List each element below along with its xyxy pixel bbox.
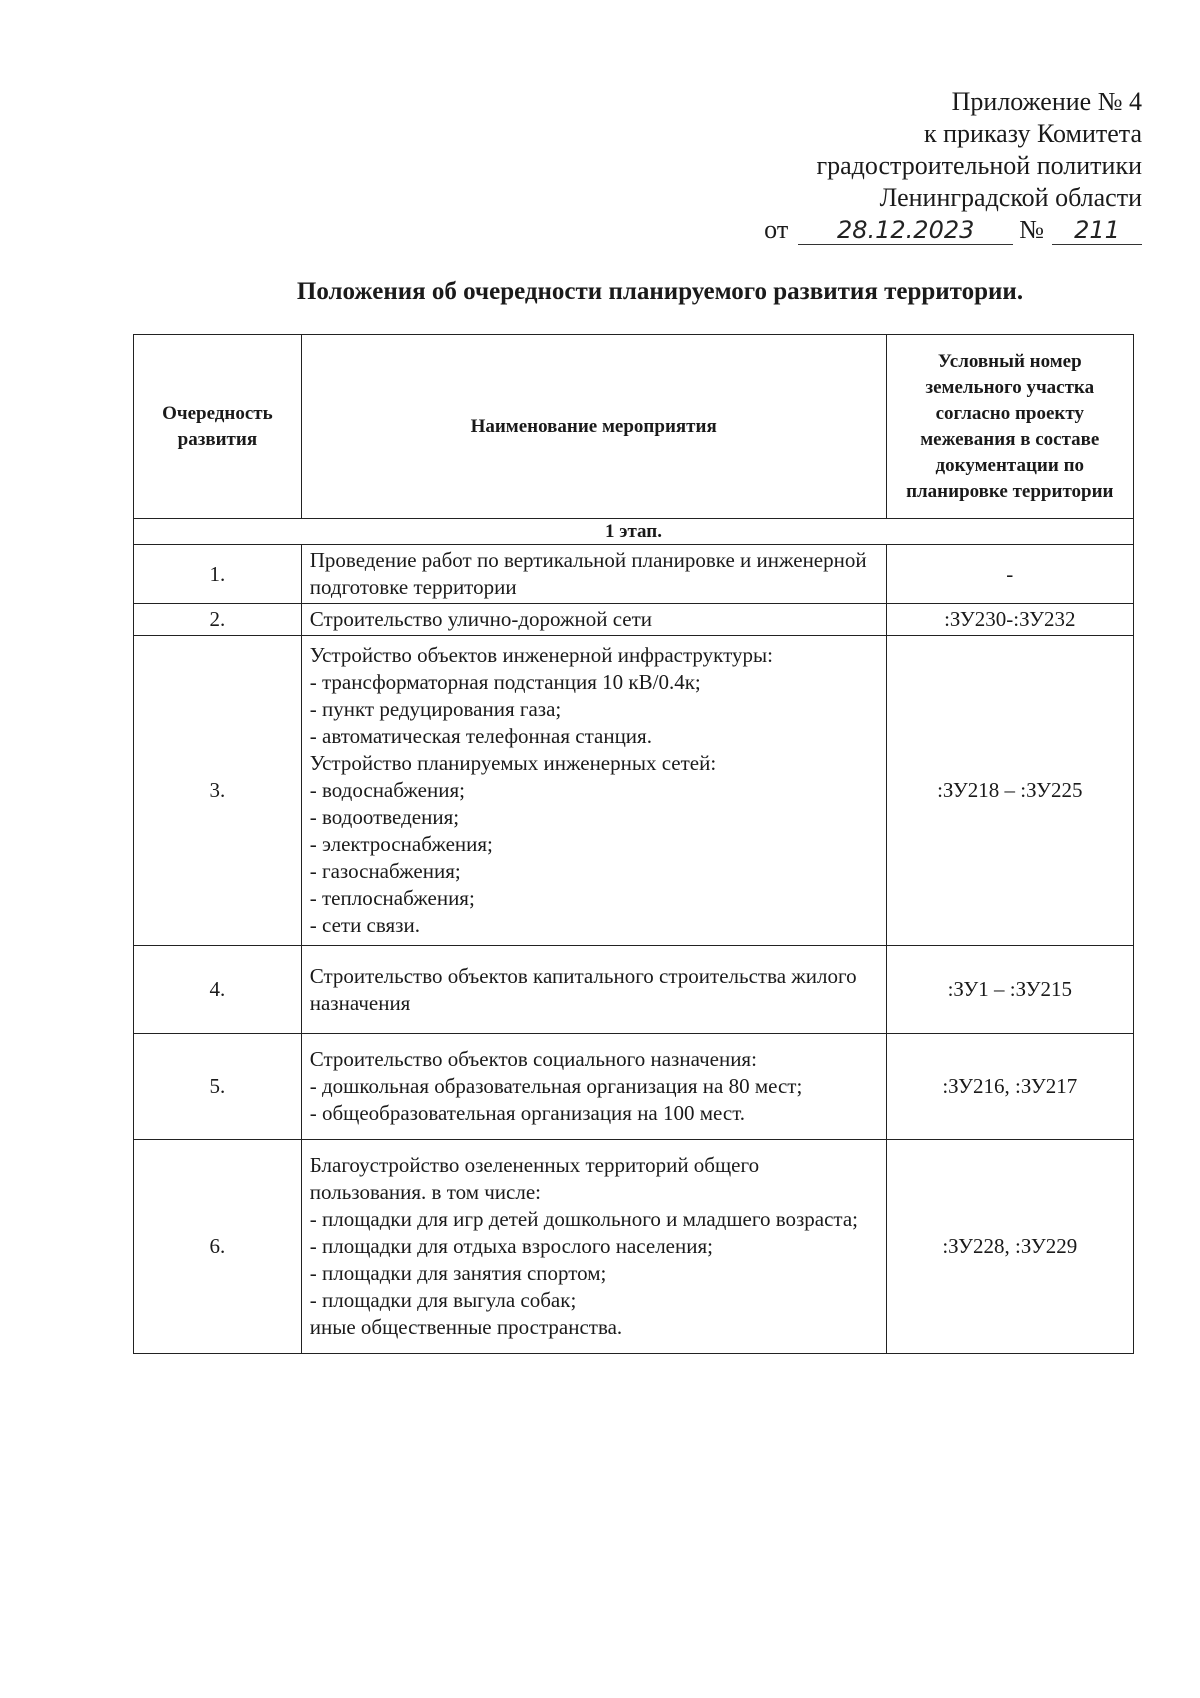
activity-line: - водоотведения;: [309, 805, 460, 829]
document-title: Положения об очередности планируемого развития территории.: [296, 278, 1024, 305]
activity-line: Строительство объектов социального назначения:: [309, 1047, 757, 1071]
row-order-number: 2.: [134, 604, 302, 636]
appendix-number: Приложение № 4: [951, 87, 1142, 116]
development-stages-table: [133, 334, 1134, 1354]
row-plot-number: -: [886, 545, 1133, 604]
activity-line: - сети связи.: [309, 913, 420, 937]
row-order-number: 3.: [134, 636, 302, 946]
order-number: 211: [1052, 216, 1142, 245]
header-plot-number: Условный номер земельного участка согласно проекту межевания в составе документации по планировке территории: [886, 335, 1133, 519]
region-name: Ленинградской области: [879, 183, 1142, 212]
date-prefix: от: [764, 215, 789, 244]
row-activity: [301, 604, 886, 636]
appendix-header: [764, 86, 1142, 246]
activity-line: Строительство улично-дорожной сети: [309, 607, 653, 631]
header-activity: Наименование мероприятия: [301, 335, 886, 519]
row-order-number: 6.: [134, 1140, 302, 1354]
activity-line: - водоснабжения;: [309, 778, 465, 802]
table-row: [134, 1140, 1134, 1354]
row-order-number: 1.: [134, 545, 302, 604]
header-order: Очередность развития: [134, 335, 302, 519]
order-reference: к приказу Комитета: [923, 119, 1142, 148]
row-order-number: 5.: [134, 1034, 302, 1140]
activity-line: Благоустройство озелененных территорий общего пользования. в том числе:: [309, 1153, 760, 1204]
table-row: [134, 604, 1134, 636]
row-activity: [301, 1034, 886, 1140]
row-activity: [301, 1140, 886, 1354]
activity-line: - дошкольная образовательная организация на 80 мест;: [309, 1074, 803, 1098]
row-activity: [301, 636, 886, 946]
order-date-line: [764, 214, 1142, 246]
table-row: [134, 545, 1134, 604]
row-plot-number: :ЗУ1 – :ЗУ215: [886, 946, 1133, 1034]
row-plot-number: :ЗУ228, :ЗУ229: [886, 1140, 1133, 1354]
activity-line: - трансформаторная подстанция 10 кВ/0.4к;: [309, 670, 701, 694]
activity-line: - газоснабжения;: [309, 859, 461, 883]
activity-line: Строительство объектов капитального строительства жилого назначения: [309, 963, 857, 1015]
activity-line: иные общественные пространства.: [309, 1315, 623, 1339]
activity-line: Проведение работ по вертикальной планировке и инженерной подготовке территории: [309, 548, 867, 599]
stage-label: 1 этап.: [134, 519, 1134, 545]
activity-line: - площадки для отдыха взрослого населения;: [309, 1234, 713, 1258]
row-plot-number: :ЗУ230-:ЗУ232: [886, 604, 1133, 636]
activity-line: Устройство планируемых инженерных сетей:: [309, 751, 717, 775]
activity-line: - электроснабжения;: [309, 832, 493, 856]
table-row: [134, 636, 1134, 946]
activity-line: - автоматическая телефонная станция.: [309, 724, 652, 748]
row-plot-number: :ЗУ218 – :ЗУ225: [886, 636, 1133, 946]
row-order-number: 4.: [134, 946, 302, 1034]
activity-line: - теплоснабжения;: [309, 886, 475, 910]
committee-name: градостроительной политики: [816, 151, 1142, 180]
activity-line: - площадки для занятия спортом;: [309, 1261, 607, 1285]
number-prefix: №: [1019, 215, 1044, 244]
order-date: 28.12.2023: [798, 216, 1013, 245]
activity-line: Устройство объектов инженерной инфраструктуры:: [309, 643, 773, 667]
activity-line: - пункт редуцирования газа;: [309, 697, 562, 721]
row-activity: [301, 545, 886, 604]
row-activity: [301, 946, 886, 1034]
row-plot-number: :ЗУ216, :ЗУ217: [886, 1034, 1133, 1140]
activity-line: - площадки для выгула собак;: [309, 1288, 577, 1312]
stage-row: [134, 519, 1134, 545]
activity-line: - общеобразовательная организация на 100 мест.: [309, 1101, 746, 1125]
table-row: [134, 1034, 1134, 1140]
activity-line: - площадки для игр детей дошкольного и младшего возраста;: [309, 1207, 858, 1231]
table-header-row: [134, 335, 1134, 519]
table-row: [134, 946, 1134, 1034]
